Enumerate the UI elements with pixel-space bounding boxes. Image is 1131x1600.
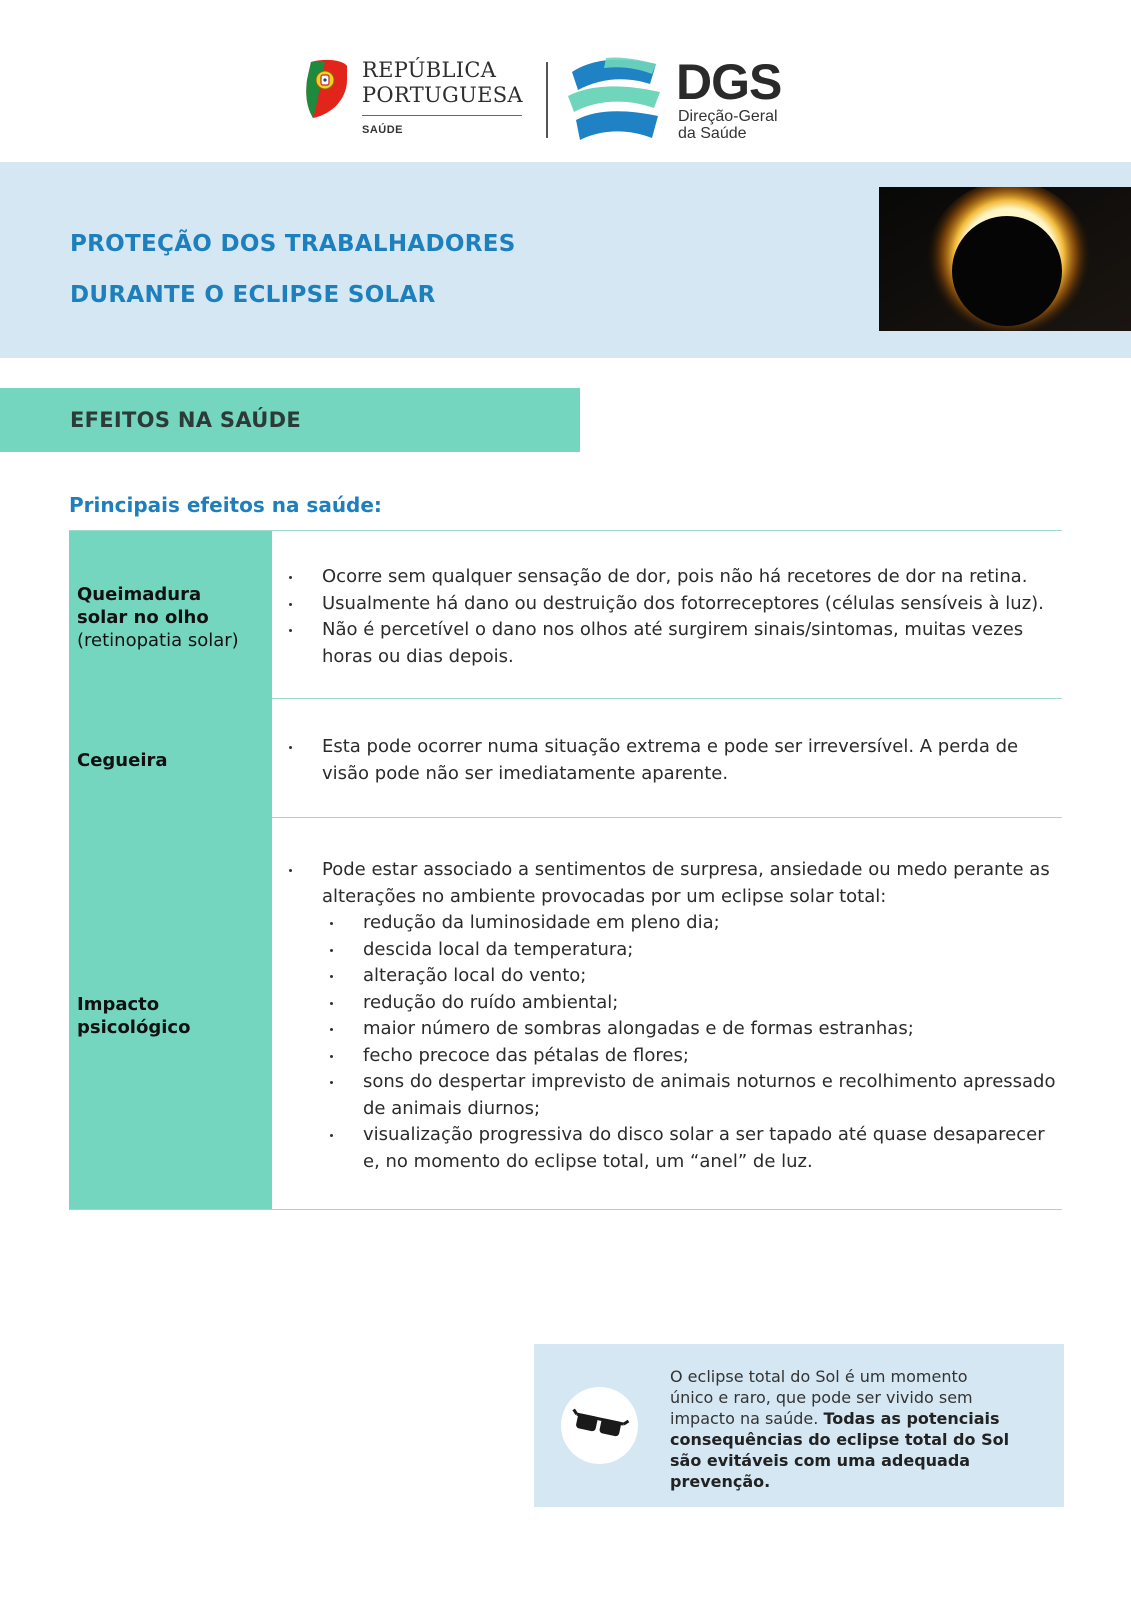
dgs-symbol-icon <box>566 54 664 146</box>
sub-list-item: descida local da temperatura; <box>281 937 1061 964</box>
sub-list-item: fecho precoce das pétalas de flores; <box>281 1043 1061 1070</box>
table-top-rule <box>69 530 1062 531</box>
effect-items-solar-burn <box>281 564 1061 670</box>
effect-label-line: solar no olho <box>77 607 209 628</box>
row-divider <box>272 817 1062 818</box>
page-title <box>70 219 770 321</box>
sub-list-item: maior número de sombras alongadas e de formas estranhas; <box>281 1016 1061 1043</box>
effect-label-line: Impacto <box>77 994 160 1015</box>
effect-items-blindness <box>281 734 1061 787</box>
prevention-callout <box>534 1344 1064 1507</box>
list-item: Pode estar associado a sentimentos de surpresa, ansiedade ou medo perante as alterações no ambiente provocadas por um eclipse solar total: <box>281 857 1061 910</box>
glasses-icon <box>561 1387 638 1464</box>
effect-label-solar-burn <box>77 583 267 652</box>
table-bottom-rule <box>69 1209 1062 1210</box>
sub-list-item: sons do despertar imprevisto de animais noturnos e recolhimento apressado de animais diurnos; <box>281 1069 1061 1122</box>
effect-label-blindness <box>77 749 267 772</box>
rp-divider-rule <box>362 115 522 116</box>
callout-text <box>670 1366 1015 1492</box>
effect-label-psychological <box>77 993 267 1039</box>
sub-list-item: redução do ruído ambiental; <box>281 990 1061 1017</box>
section-title: EFEITOS NA SAÚDE <box>70 408 301 432</box>
sub-list-item: redução da luminosidade em pleno dia; <box>281 910 1061 937</box>
dgs-logo <box>566 54 806 146</box>
effects-subheading: Principais efeitos na saúde: <box>69 493 382 517</box>
effect-label-note: (retinopatia solar) <box>77 630 239 651</box>
row-divider <box>272 698 1062 699</box>
rp-title-line1: REPÚBLICA <box>362 58 497 82</box>
eclipse-glasses-icon <box>561 1387 638 1464</box>
dgs-name-line1: Direção-Geral <box>678 108 778 125</box>
list-item: Ocorre sem qualquer sensação de dor, pois não há recetores de dor na retina. <box>281 564 1061 591</box>
list-item: Usualmente há dano ou destruição dos fotorreceptores (células sensíveis à luz). <box>281 591 1061 618</box>
effect-label-line: psicológico <box>77 1017 191 1038</box>
republica-portuguesa-wordmark <box>362 58 522 108</box>
republica-portuguesa-logo <box>303 58 533 144</box>
list-item: Esta pode ocorrer numa situação extrema e pode ser irreversível. A perda de visão pode não ser imediatamente aparente. <box>281 734 1061 787</box>
callout-text-regular: O eclipse total do Sol é um momento único e raro, que pode ser vivido sem impacto na saúde. <box>670 1367 973 1428</box>
dgs-name-line2: da Saúde <box>678 125 747 142</box>
rp-subtitle: SAÚDE <box>362 124 404 136</box>
callout-text-bold: Todas as potenciais consequências do eclipse total do Sol são evitáveis com uma adequada prevenção. <box>670 1409 1010 1491</box>
portuguese-flag-icon <box>303 58 349 120</box>
effect-items-psychological <box>281 857 1061 1175</box>
effect-label-line: Queimadura <box>77 584 202 605</box>
eclipse-illustration <box>879 187 1131 331</box>
header-divider <box>546 62 548 138</box>
health-effects-table <box>69 530 1062 1210</box>
dgs-acronym: DGS <box>676 54 782 110</box>
sub-list-item: alteração local do vento; <box>281 963 1061 990</box>
effect-label-line: Cegueira <box>77 750 168 771</box>
sub-list-item: visualização progressiva do disco solar a ser tapado até quase desaparecer e, no momento do eclipse total, um “anel” de luz. <box>281 1122 1061 1175</box>
page-title-line2: DURANTE O ECLIPSE SOLAR <box>70 282 436 308</box>
rp-title-line2: PORTUGUESA <box>362 83 523 107</box>
list-item: Não é percetível o dano nos olhos até surgirem sinais/sintomas, muitas vezes horas ou dias depois. <box>281 617 1061 670</box>
page-title-line1: PROTEÇÃO DOS TRABALHADORES <box>70 231 516 257</box>
solar-eclipse-image <box>879 187 1131 331</box>
dgs-full-name <box>678 108 808 142</box>
